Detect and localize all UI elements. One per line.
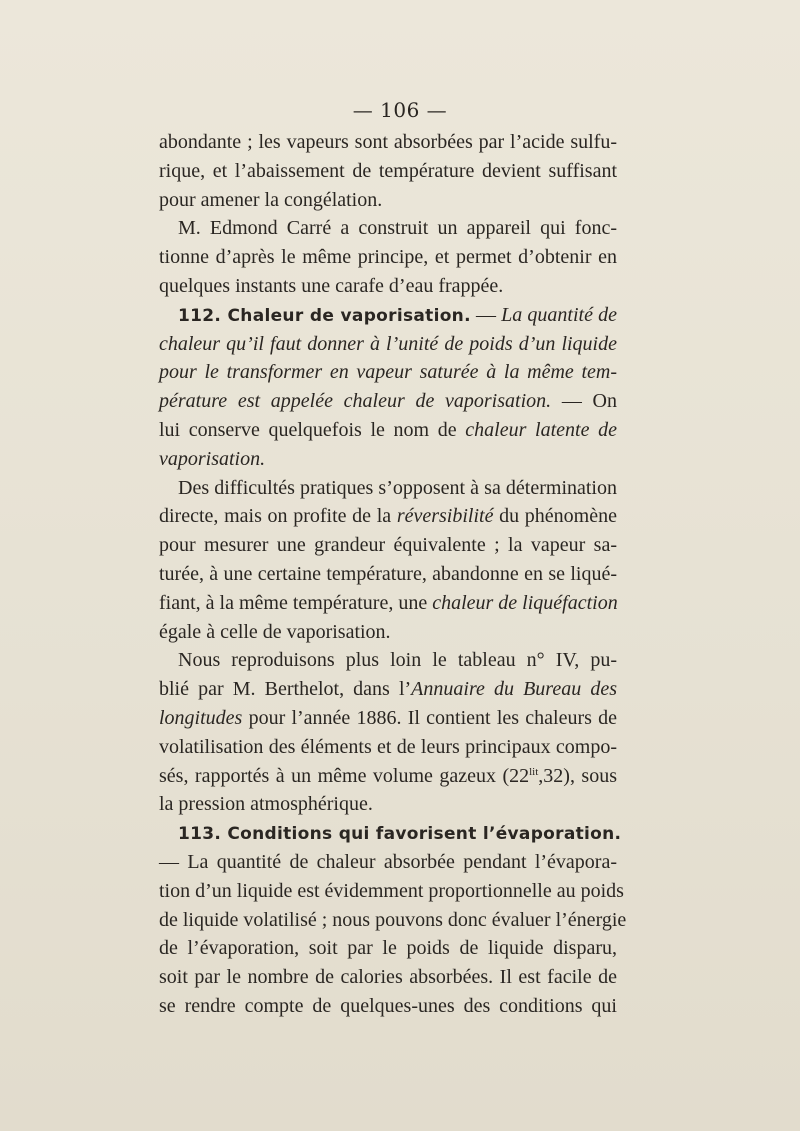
text-line	[159, 387, 617, 416]
text-line	[159, 128, 617, 157]
text-line	[159, 416, 617, 445]
text-run: la pression atmosphérique.	[159, 793, 373, 816]
text-run: pour mesurer une grandeur équivalente ; la vapeur sa-	[159, 534, 617, 557]
text-line	[159, 186, 617, 215]
italic-text: longitudes	[159, 706, 243, 729]
text-run: tionne d’après le même principe, et permet d’obtenir en	[159, 246, 617, 269]
text-run: directe, mais on profite de la	[159, 505, 397, 528]
text-run: volatilisation des éléments et de leurs principaux compo-	[159, 735, 617, 758]
italic-text: vaporisation.	[159, 447, 266, 470]
text-line	[159, 877, 624, 906]
text-run: de l’évaporation, soit par le poids de liquide disparu,	[159, 937, 617, 960]
text-line	[159, 819, 622, 848]
text-line	[159, 531, 617, 560]
text-line	[159, 560, 617, 589]
text-run: blié par M. Berthelot, dans l’	[159, 678, 412, 701]
text-line	[159, 445, 617, 474]
text-line	[159, 934, 617, 963]
body-text	[159, 128, 627, 1021]
text-run: tion d’un liquide est évidemment proportionnelle au poids	[159, 879, 624, 902]
text-run: — On	[551, 390, 617, 413]
text-run: pour amener la congélation.	[159, 188, 383, 211]
text-run: quelques instants une carafe d’eau frappée.	[159, 274, 504, 297]
text-run: pour l’année 1886. Il contient les chaleurs de	[242, 706, 617, 729]
text-run: lui conserve quelquefois le nom de	[159, 418, 466, 441]
page-number: — 106 —	[352, 98, 448, 122]
text-line	[159, 704, 617, 733]
text-run: Des difficultés pratiques s’opposent à sa détermination	[178, 476, 617, 499]
italic-text: réversibilité	[396, 505, 494, 528]
text-run: rique, et l’abaissement de température devient suffisant	[159, 159, 617, 182]
text-line	[159, 214, 617, 243]
section-heading: 112. Chaleur de vaporisation.	[178, 305, 471, 326]
text-line	[159, 243, 617, 272]
italic-text: chaleur qu’il faut donner à l’unité de poids d’un liquide	[159, 332, 617, 355]
text-line	[159, 330, 617, 359]
text-run: abondante ; les vapeurs sont absorbées par l’acide sulfu-	[159, 131, 617, 153]
italic-text: pour le transformer en vapeur saturée à la même tem-	[159, 361, 617, 384]
text-line	[159, 790, 617, 819]
text-line	[159, 992, 617, 1021]
italic-text: chaleur de liquéfaction	[432, 591, 618, 614]
text-line	[159, 963, 617, 992]
text-line	[159, 675, 617, 704]
text-line	[159, 848, 617, 877]
text-run: —	[470, 303, 502, 326]
text-line	[159, 272, 617, 301]
text-run: turée, à une certaine température, abandonne en se liqué-	[159, 562, 617, 585]
text-line	[159, 762, 617, 791]
text-run: de liquide volatilisé ; nous pouvons donc évaluer l’énergie	[159, 908, 627, 931]
text-run: égale à celle de vaporisation.	[159, 620, 391, 643]
text-line	[159, 358, 617, 387]
italic-text: Annuaire du Bureau des	[411, 678, 617, 701]
text-line	[159, 157, 617, 186]
text-run: se rendre compte de quelques-unes des conditions qui	[159, 994, 617, 1017]
text-line	[159, 301, 617, 330]
text-run: soit par le nombre de calories absorbées. Il est facile de	[159, 966, 617, 989]
text-line	[159, 618, 617, 647]
italic-text: chaleur latente de	[465, 418, 617, 441]
text-run: — La quantité de chaleur absorbée pendant l’évapora-	[159, 850, 617, 873]
text-line	[159, 733, 617, 762]
text-line	[159, 906, 627, 935]
text-run: ,32), sous	[538, 764, 617, 787]
text-run: sés, rapportés à un même volume gazeux (22	[159, 764, 530, 787]
italic-text: La quantité de	[501, 303, 618, 326]
text-line	[159, 589, 617, 618]
text-run: Nous reproduisons plus loin le tableau n° IV, pu-	[178, 649, 617, 672]
text-line	[159, 474, 617, 503]
text-run: M. Edmond Carré a construit un appareil qui fonc-	[178, 217, 617, 240]
text-run: lit	[529, 765, 539, 778]
text-run: du phénomène	[493, 505, 617, 528]
text-run: fiant, à la même température, une	[159, 591, 433, 614]
section-heading: 113. Conditions qui favorisent l’évaporation.	[178, 824, 622, 845]
text-line	[159, 646, 617, 675]
text-line	[159, 502, 617, 531]
italic-text: pérature est appelée chaleur de vaporisation.	[159, 390, 552, 413]
